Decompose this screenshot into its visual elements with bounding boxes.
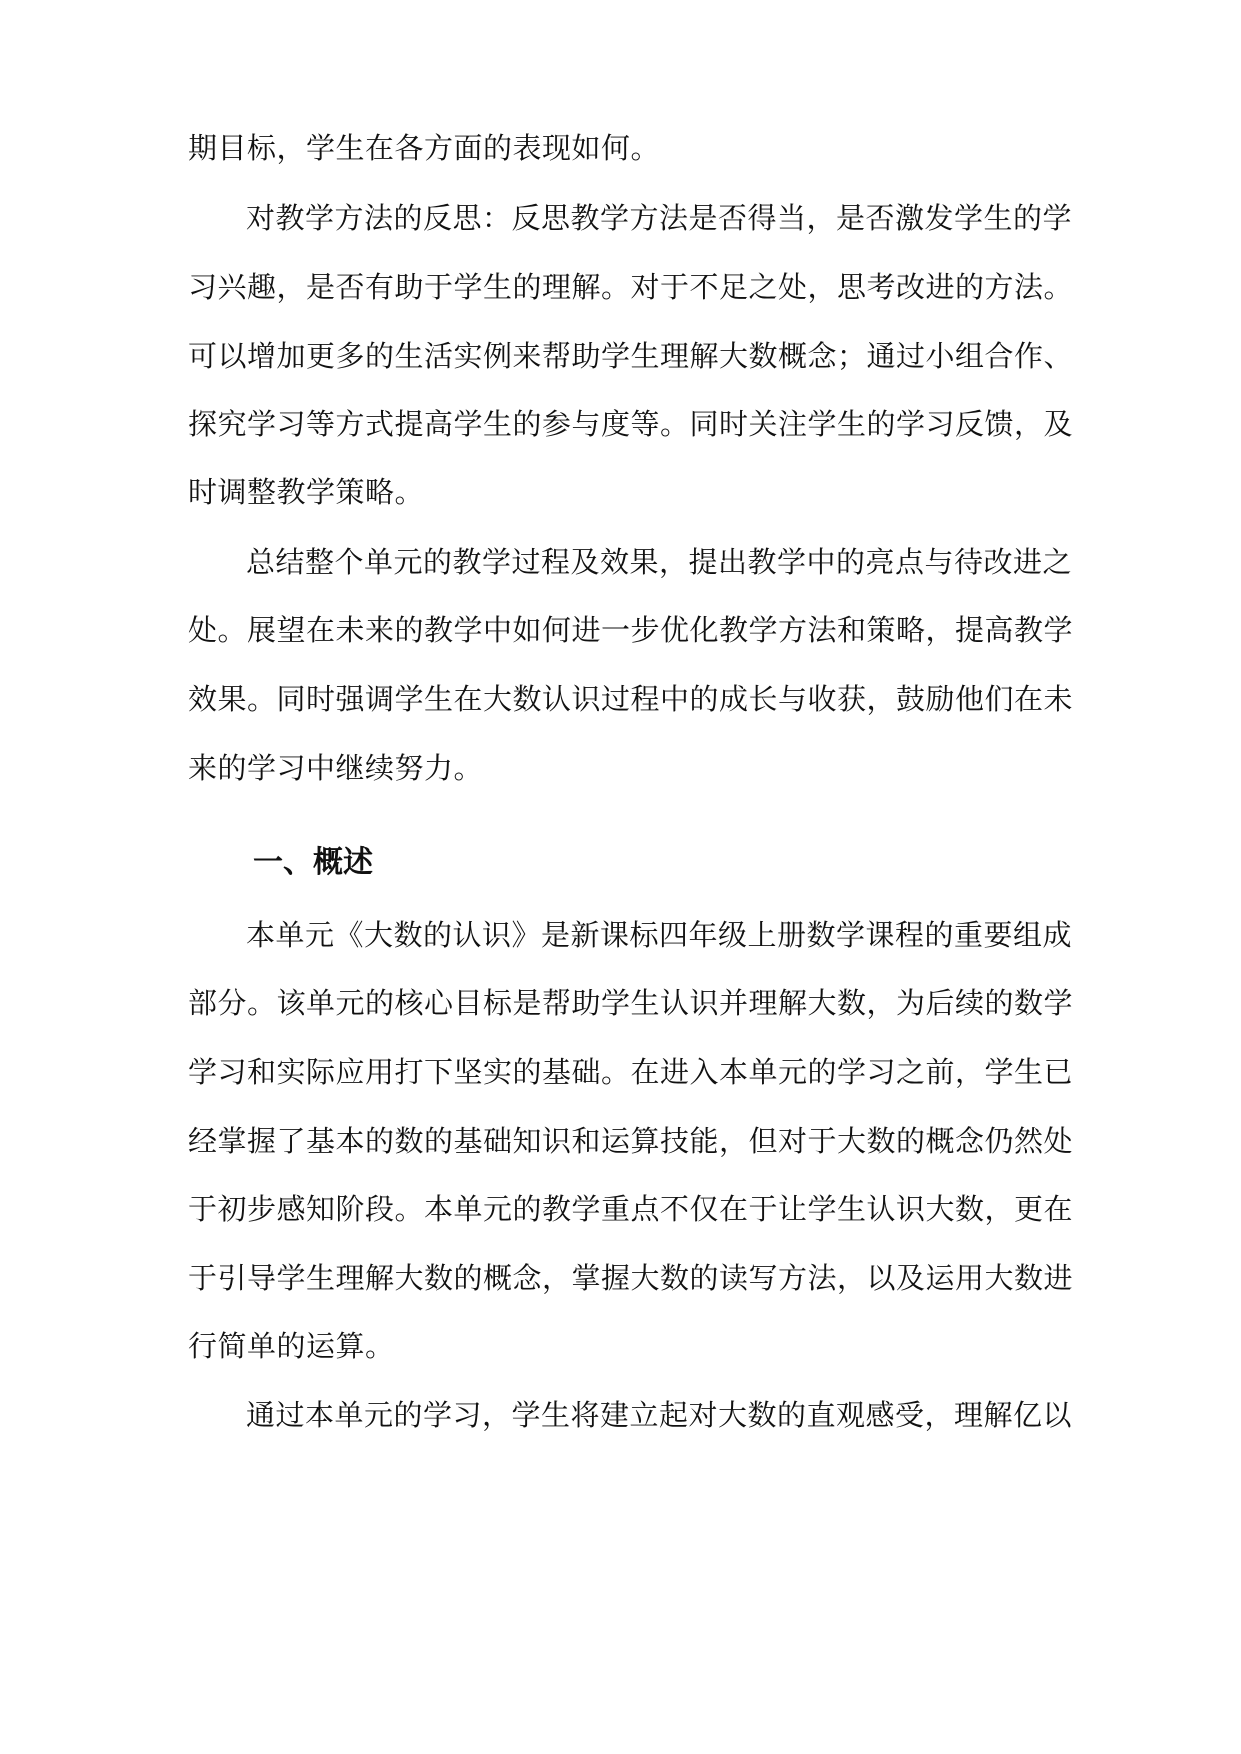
paragraph-summary-line-3: 效果。同时强调学生在大数认识过程中的成长与收获，鼓励他们在未 [188, 682, 1074, 716]
paragraph-method-reflection-line-1: 对教学方法的反思：反思教学方法是否得当，是否激发学生的学 [246, 201, 1073, 235]
paragraph-overview-line-1: 本单元《大数的认识》是新课标四年级上册数学课程的重要组成 [246, 918, 1073, 952]
paragraph-method-reflection-line-3: 可以增加更多的生活实例来帮助学生理解大数概念；通过小组合作、 [188, 339, 1074, 373]
paragraph-overview-line-7: 行简单的运算。 [188, 1329, 395, 1363]
paragraph-summary-line-4: 来的学习中继续努力。 [188, 751, 484, 785]
paragraph-overview-line-6: 于引导学生理解大数的概念，掌握大数的读写方法，以及运用大数进 [188, 1261, 1074, 1295]
paragraph-continuation-line-1: 期目标，学生在各方面的表现如何。 [188, 131, 661, 165]
paragraph-overview-line-4: 经掌握了基本的数的基础知识和运算技能，但对于大数的概念仍然处 [188, 1124, 1074, 1158]
paragraph-method-reflection-line-4: 探究学习等方式提高学生的参与度等。同时关注学生的学习反馈，及 [188, 407, 1074, 441]
paragraph-summary-line-1: 总结整个单元的教学过程及效果，提出教学中的亮点与待改进之 [246, 545, 1073, 579]
paragraph-method-reflection-line-5: 时调整教学策略。 [188, 475, 425, 509]
paragraph-overview-line-3: 学习和实际应用打下坚实的基础。在进入本单元的学习之前，学生已 [188, 1055, 1074, 1089]
paragraph-outcomes-line-1: 通过本单元的学习，学生将建立起对大数的直观感受，理解亿以 [246, 1398, 1073, 1432]
paragraph-overview-line-5: 于初步感知阶段。本单元的教学重点不仅在于让学生认识大数，更在 [188, 1192, 1074, 1226]
paragraph-method-reflection-line-2: 习兴趣，是否有助于学生的理解。对于不足之处，思考改进的方法。 [188, 270, 1074, 304]
section-heading: 一、概述 [253, 845, 373, 880]
paragraph-summary-line-2: 处。展望在未来的教学中如何进一步优化教学方法和策略，提高教学 [188, 613, 1074, 647]
paragraph-overview-line-2: 部分。该单元的核心目标是帮助学生认识并理解大数，为后续的数学 [188, 986, 1074, 1020]
